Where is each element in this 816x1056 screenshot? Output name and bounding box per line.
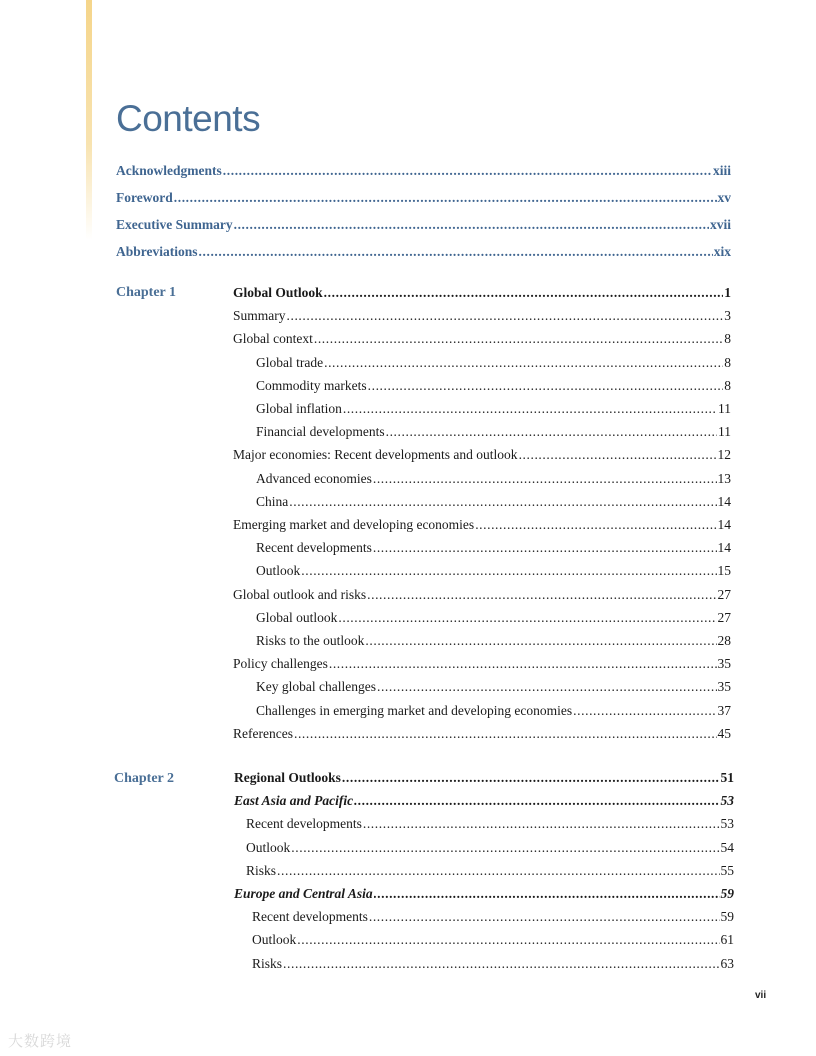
toc-entry-page: 63: [720, 955, 734, 971]
toc-entry-label: Abbreviations: [116, 244, 198, 259]
toc-entry-page: 27: [717, 609, 731, 625]
toc-entry[interactable]: [256, 494, 731, 514]
toc-entry-page: 45: [717, 725, 731, 741]
toc-entry-page: 14: [717, 517, 731, 532]
page-number: vii: [755, 990, 767, 1001]
toc-entry-label: Financial developments: [256, 424, 385, 440]
toc-entry-page: 55: [720, 862, 734, 878]
toc-entry-page: xv: [717, 190, 731, 205]
toc-entry-page: 14: [717, 540, 731, 556]
toc-entry-label: East Asia and Pacific: [234, 793, 354, 809]
chapter-label: Chapter 1: [116, 285, 177, 300]
toc-entry[interactable]: [252, 909, 734, 929]
toc-entry[interactable]: [233, 587, 731, 607]
toc-entry-page: 53: [720, 816, 734, 832]
toc-entry-label: References: [233, 725, 293, 741]
toc-entry-page: xix: [713, 244, 731, 259]
toc-entry-page: 28: [717, 633, 731, 648]
toc-entry-page: xvii: [709, 217, 731, 232]
toc-leader-dots: [377, 679, 717, 695]
toc-entry-label: Challenges in emerging market and developing economies: [256, 702, 573, 718]
toc-entry[interactable]: [256, 703, 731, 723]
toc-entry[interactable]: [256, 424, 731, 444]
decorative-side-bar: [86, 0, 92, 240]
toc-entry-label: Advanced economies: [256, 470, 372, 486]
toc-entry-label: Global inflation: [256, 401, 342, 416]
toc-entry-page: 8: [724, 331, 731, 347]
toc-entry[interactable]: [256, 610, 731, 630]
toc-leader-dots: [519, 447, 717, 463]
toc-leader-dots: [386, 424, 717, 440]
toc-entry[interactable]: [233, 308, 731, 328]
toc-entry-page: xiii: [712, 163, 731, 178]
toc-entry-label: Outlook: [246, 839, 291, 855]
toc-entry-label: China: [256, 493, 289, 509]
toc-leader-dots: [294, 726, 717, 742]
toc-entry-label: Commodity markets: [256, 377, 367, 393]
toc-leader-dots: [367, 587, 716, 603]
toc-leader-dots: [365, 633, 716, 649]
toc-leader-dots: [343, 401, 717, 417]
toc-leader-dots: [329, 656, 717, 672]
toc-entry-label: Global outlook: [256, 609, 338, 625]
toc-entry[interactable]: [256, 378, 731, 398]
toc-entry[interactable]: [246, 816, 734, 836]
toc-entry[interactable]: [116, 244, 731, 264]
toc-entry[interactable]: [252, 932, 734, 952]
toc-entry[interactable]: [246, 863, 734, 883]
toc-entry[interactable]: [116, 190, 731, 210]
toc-leader-dots: [289, 494, 716, 510]
toc-leader-dots: [277, 863, 719, 879]
toc-leader-dots: [283, 956, 719, 972]
toc-entry-label: Global Outlook: [233, 285, 323, 300]
toc-entry-label: Recent developments: [252, 909, 368, 925]
toc-entry[interactable]: [246, 840, 734, 860]
toc-entry-page: 35: [717, 679, 731, 695]
toc-entry[interactable]: [233, 285, 731, 305]
toc-entry-label: Outlook: [252, 932, 297, 948]
toc-entry-page: 37: [717, 702, 731, 718]
toc-entry-label: Summary: [233, 308, 286, 324]
toc-entry-label: Europe and Central Asia: [234, 886, 373, 901]
toc-entry[interactable]: [116, 217, 731, 237]
toc-leader-dots: [374, 886, 720, 902]
toc-entry-label: Risks: [252, 955, 283, 971]
toc-entry[interactable]: [256, 401, 731, 421]
toc-leader-dots: [287, 308, 724, 324]
toc-leader-dots: [223, 163, 712, 179]
toc-entry-page: 11: [718, 424, 731, 440]
toc-entry-page: 35: [717, 656, 731, 672]
toc-entry[interactable]: [256, 355, 731, 375]
toc-entry[interactable]: [233, 331, 731, 351]
toc-leader-dots: [342, 770, 720, 786]
toc-entry[interactable]: [234, 886, 734, 906]
toc-entry-label: Global outlook and risks: [233, 586, 367, 602]
toc-leader-dots: [373, 471, 717, 487]
toc-leader-dots: [297, 932, 719, 948]
toc-entry-label: Risks: [246, 862, 277, 878]
toc-entry-label: Recent developments: [256, 540, 372, 556]
toc-entry[interactable]: [233, 656, 731, 676]
toc-entry-label: Key global challenges: [256, 679, 376, 695]
toc-entry-label: Emerging market and developing economies: [233, 517, 475, 532]
toc-entry-page: 27: [717, 586, 731, 602]
toc-leader-dots: [369, 909, 720, 925]
toc-leader-dots: [234, 217, 709, 233]
toc-entry-page: 59: [720, 886, 734, 901]
toc-entry-page: 11: [718, 401, 731, 416]
toc-entry-label: Foreword: [116, 190, 173, 205]
toc-entry[interactable]: [256, 563, 731, 583]
toc-entry[interactable]: [256, 471, 731, 491]
toc-entry-label: Outlook: [256, 563, 301, 579]
toc-entry[interactable]: [252, 956, 734, 976]
toc-leader-dots: [354, 793, 719, 809]
toc-entry[interactable]: [256, 633, 731, 653]
toc-leader-dots: [363, 816, 720, 832]
toc-leader-dots: [314, 331, 723, 347]
toc-entry-page: 12: [717, 447, 731, 463]
toc-entry-page: 13: [717, 470, 731, 486]
toc-entry-label: Executive Summary: [116, 217, 233, 232]
toc-entry-page: 1: [724, 285, 731, 300]
toc-leader-dots: [368, 378, 724, 394]
toc-entry[interactable]: [234, 793, 734, 813]
toc-entry-label: Policy challenges: [233, 656, 328, 672]
toc-entry[interactable]: [116, 163, 731, 183]
toc-entry[interactable]: [233, 517, 731, 537]
toc-leader-dots: [338, 610, 716, 626]
toc-entry-label: Global context: [233, 331, 313, 347]
toc-entry-page: 59: [720, 909, 734, 925]
page-title: Contents: [116, 98, 261, 139]
toc-leader-dots: [199, 244, 713, 260]
chapter-label: Chapter 2: [114, 771, 175, 786]
watermark-logo: 大数跨境: [8, 1032, 73, 1050]
toc-entry-label: Regional Outlooks: [234, 770, 341, 785]
toc-entry-page: 61: [720, 932, 734, 948]
toc-entry-label: Global trade: [256, 354, 324, 370]
toc-entry-page: 53: [720, 793, 734, 809]
toc-leader-dots: [475, 517, 716, 533]
toc-leader-dots: [174, 190, 717, 206]
toc-entry[interactable]: [233, 726, 731, 746]
toc-entry-label: Risks to the outlook: [256, 633, 365, 648]
toc-leader-dots: [301, 563, 716, 579]
toc-entry-label: Major economies: Recent developments and outlook: [233, 447, 518, 463]
toc-leader-dots: [291, 840, 719, 856]
toc-entry[interactable]: [256, 679, 731, 699]
toc-leader-dots: [324, 285, 724, 301]
toc-leader-dots: [573, 703, 716, 719]
toc-entry-page: 54: [720, 839, 734, 855]
toc-entry-page: 14: [717, 493, 731, 509]
toc-entry-label: Acknowledgments: [116, 163, 222, 178]
toc-entry[interactable]: [234, 770, 734, 790]
toc-entry-page: 8: [724, 354, 731, 370]
toc-entry[interactable]: [256, 540, 731, 560]
toc-entry-page: 15: [717, 563, 731, 579]
toc-leader-dots: [324, 355, 723, 371]
toc-leader-dots: [373, 540, 717, 556]
toc-entry-label: Recent developments: [246, 816, 362, 832]
toc-entry-page: 8: [724, 377, 731, 393]
toc-entry-page: 51: [720, 770, 734, 785]
toc-entry[interactable]: [233, 447, 731, 467]
toc-entry-page: 3: [724, 308, 731, 324]
